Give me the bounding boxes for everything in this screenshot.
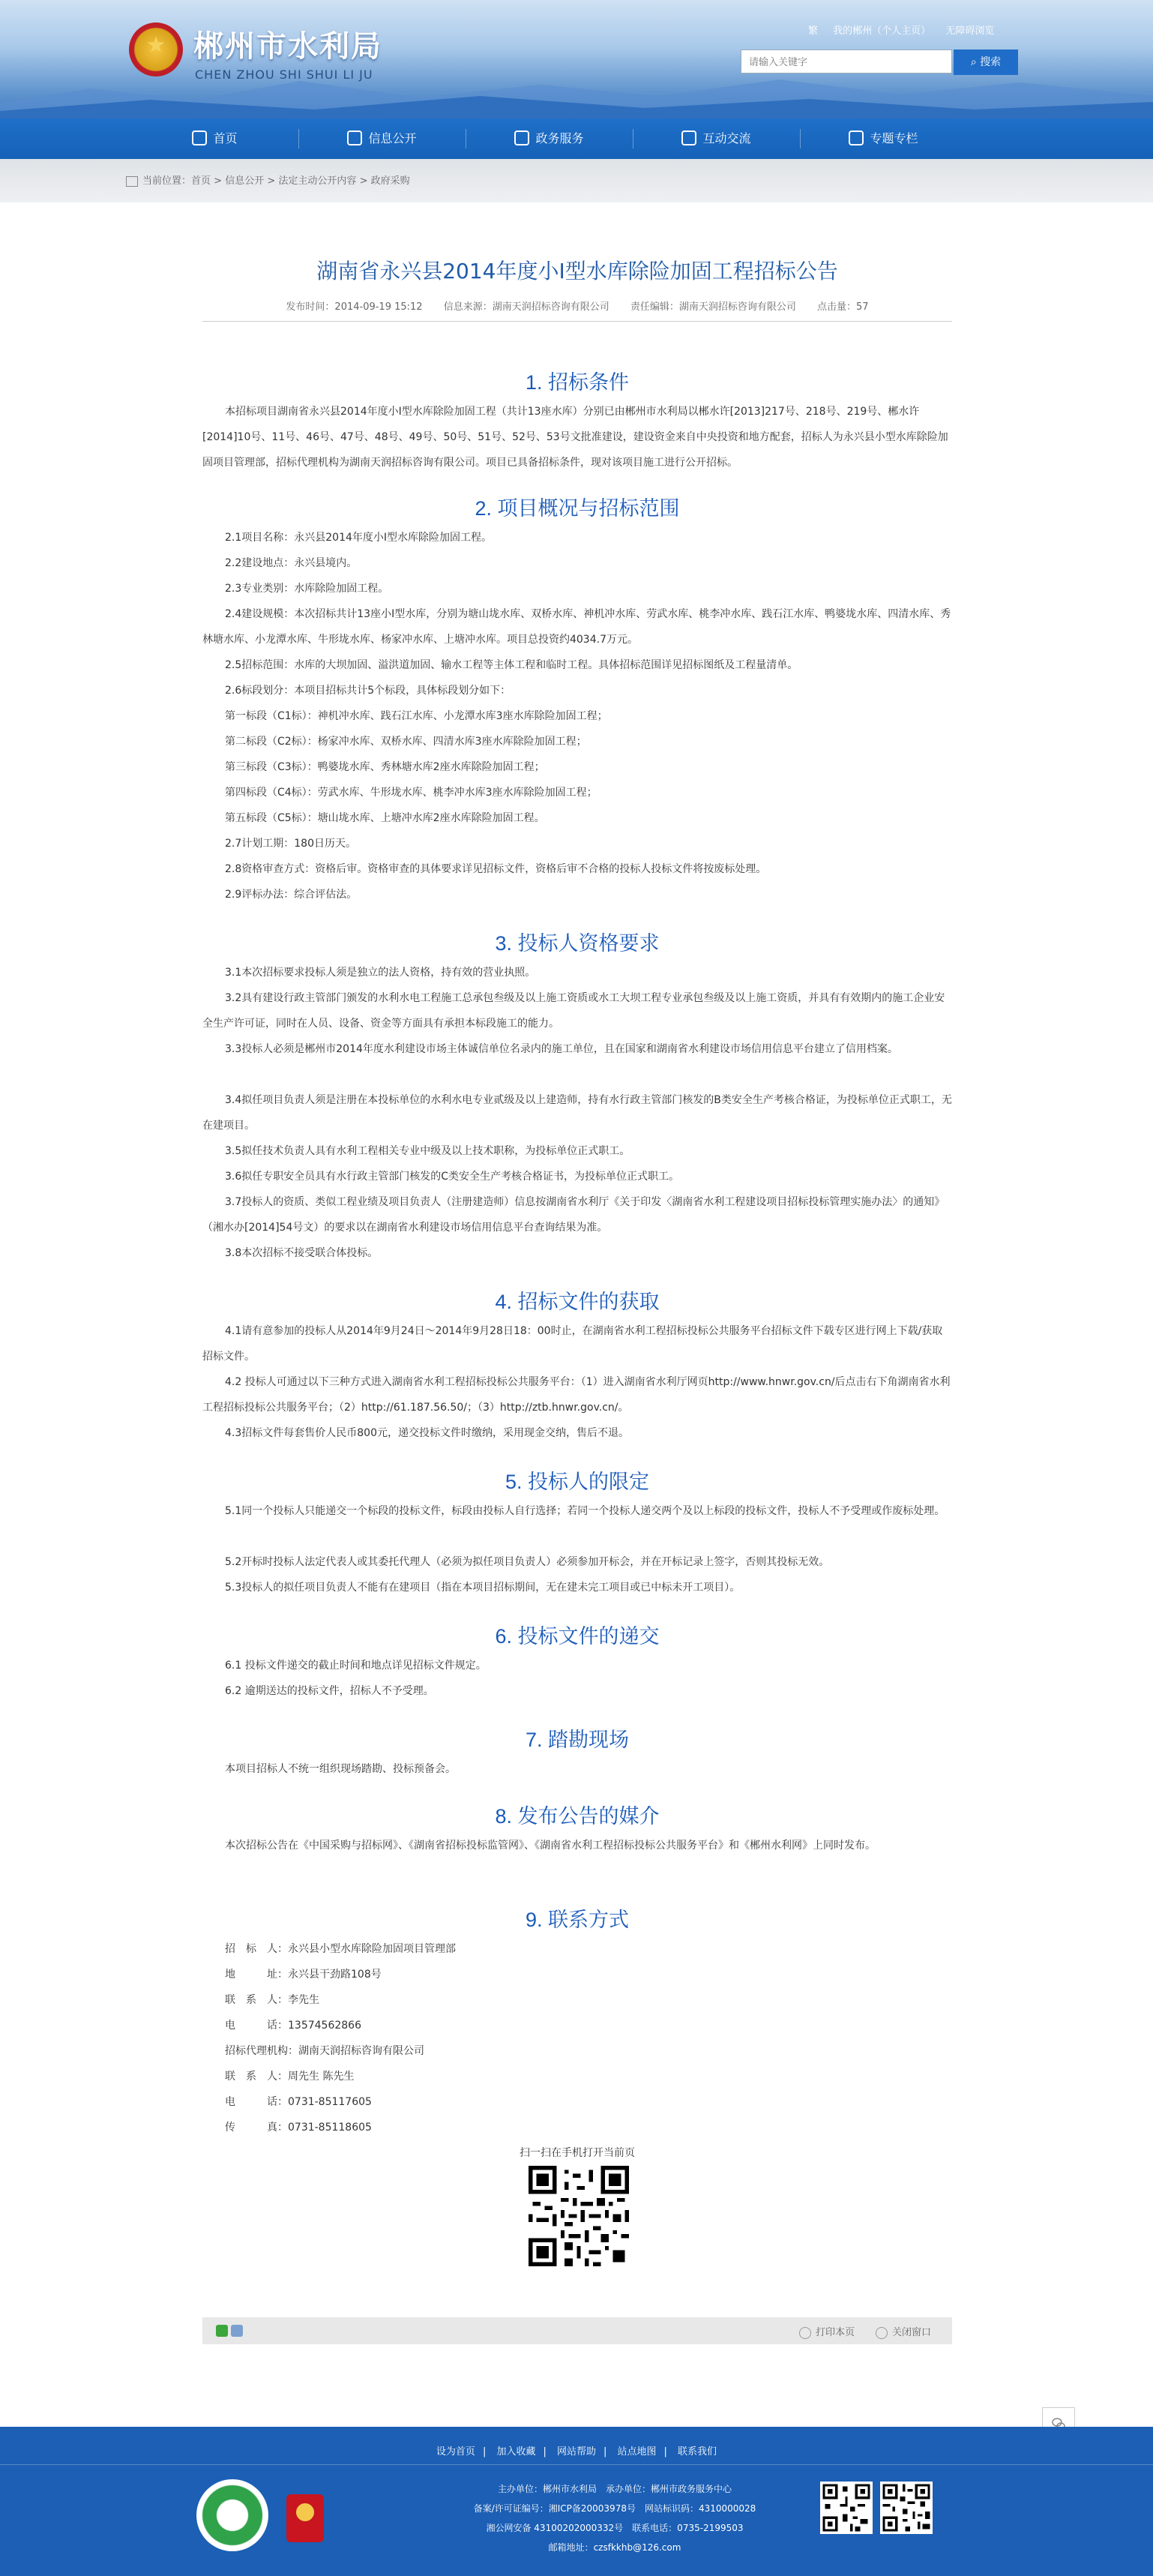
- footer-police: 湘公网安备 43100202000332号 联系电话：0735-2199503: [486, 2523, 744, 2533]
- content-panel: [120, 202, 1033, 2362]
- breadcrumb: 当前位置：首页 > 信息公开 > 法定主动公开内容 > 政府采购: [126, 172, 410, 187]
- section-heading: 6. 投标文件的递交: [495, 1625, 660, 1648]
- site-header: [0, 0, 1153, 118]
- article-toolbar: [202, 2317, 952, 2344]
- top-links: [802, 22, 1000, 37]
- print-button[interactable]: 打印本页: [799, 2324, 855, 2339]
- contact-line: 招标代理机构：湖南天润招标咨询有限公司: [225, 2045, 424, 2057]
- paragraph: 2.1项目名称：永兴县2014年度小Ⅰ型水库除险加固工程。: [225, 532, 493, 544]
- paragraph: 2.7计划工期：180日历天。: [225, 838, 356, 850]
- footer-link-sitemap[interactable]: 站点地图: [617, 2446, 657, 2458]
- paragraph: 3.6拟任专职安全员具有水行政主管部门核发的C类安全生产考核合格证书，为投标单位正式职工。: [225, 1171, 680, 1183]
- contact-line: 电 话：0731-85117605: [225, 2096, 372, 2108]
- contact-line: 联 系 人：周先生 陈先生: [225, 2071, 355, 2083]
- breadcrumb-statutory-content[interactable]: 法定主动公开内容: [278, 175, 357, 187]
- section-heading: 1. 招标条件: [525, 371, 630, 394]
- paragraph: 本项目招标人不统一组织现场踏勘、投标预备会。: [225, 1763, 456, 1775]
- contact-line: 招 标 人：永兴县小型水库除险加固项目管理部: [225, 1943, 456, 1955]
- paragraph: 本招标项目湖南省永兴县2014年度小Ⅰ型水库除险加固工程（共计13座水库）分别已由郴州市水利局以郴水许[2013]217号、218号、219号、郴水许[2014]10号、11号、46号、47号、48号、49号、50号、51号、52号、53号文批准建设，建设资金来自中央投资和地方配套，招标人为永兴县小型水库除险加固项目管理部，招标代理机构为湖南天润招标咨询有限公司。项目已具备招标条件，现对该项目施工进行公开招标。: [202, 406, 948, 469]
- nav-item-special-topics[interactable]: 专题专栏: [800, 118, 967, 159]
- site-footer: [0, 2427, 1153, 2576]
- qr-caption: 扫一扫在手机打开当前页: [520, 2147, 635, 2159]
- article-meta: [202, 298, 952, 313]
- paragraph: 6.1 投标文件递交的截止时间和地点详见招标文件规定。: [225, 1660, 487, 1672]
- contact-line: 传 真：0731-85118605: [225, 2122, 372, 2134]
- search-input[interactable]: [741, 49, 952, 73]
- traditional-chinese-link[interactable]: 繁: [808, 25, 819, 37]
- section-heading: 8. 发布公告的媒介: [495, 1805, 660, 1828]
- main-nav: [0, 118, 1153, 159]
- site-title: 郴州市水利局: [193, 29, 382, 64]
- home-icon: [126, 176, 138, 187]
- nav-item-home[interactable]: 首页: [131, 118, 298, 159]
- editor: 责任编辑：湖南天润招标咨询有限公司: [630, 301, 796, 313]
- paragraph: 3.3投标人必须是郴州市2014年度水利建设市场主体诚信单位名录内的施工单位，且在国家和湖南省水利建设市场信用信息平台建立了信用档案。: [225, 1043, 898, 1055]
- paragraph: 第一标段（C1标）：神机冲水库、践石江水库、小龙潭水库3座水库除险加固工程；: [225, 710, 608, 722]
- info-source: 信息来源：湖南天润招标咨询有限公司: [443, 301, 609, 313]
- paragraph: 3.7投标人的资质、类似工程业绩及项目负责人（注册建造师）信息按湖南省水利厅《关于印发〈湖南省水利工程建设项目招标投标管理实施办法〉的通知》（湘水办[2014]54号文）的要求以在湖南省水利建设市场信用信息平台查询结果为准。: [202, 1196, 945, 1234]
- my-chenzhou-link[interactable]: 我的郴州（个人主页）: [833, 25, 931, 37]
- nav-item-gov-services[interactable]: 政务服务: [466, 118, 633, 159]
- paragraph: 2.8资格审查方式：资格后审。资格审查的具体要求详见招标文件，资格后审不合格的投标人投标文件将按废标处理。: [225, 863, 767, 875]
- paragraph: 3.4拟任项目负责人须是注册在本投标单位的水利水电专业贰级及以上建造师，持有水行政主管部门核发的B类安全生产考核合格证，为投标单位正式职工，无在建项目。: [202, 1094, 952, 1132]
- publish-time: 发布时间：2014-09-19 15:12: [286, 301, 423, 313]
- qr-code-image: [880, 2482, 933, 2534]
- paragraph: 2.4建设规模：本次招标共计13座小Ⅰ型水库，分别为塘山垅水库、双桥水库、神机冲水库、劳武水库、桃李冲水库、践石江水库、鸭婆垅水库、四清水库、秀林塘水库、小龙潭水库、牛形垅水库、杨家冲水库、上塘冲水库。项目总投资约4034.7万元。: [202, 608, 951, 646]
- breadcrumb-procurement[interactable]: 政府采购: [370, 175, 410, 187]
- paragraph: 第五标段（C5标）：塘山垅水库、上塘冲水库2座水库除险加固工程。: [225, 812, 545, 824]
- close-icon: [876, 2327, 888, 2339]
- article: [202, 202, 952, 2362]
- footer-link-favorite[interactable]: 加入收藏: [496, 2446, 536, 2458]
- paragraph: 4.1请有意参加的投标人从2014年9月24日～2014年9月28日18：00时止，在湖南省水利工程招标投标公共服务平台招标文件下载专区进行网上下载/获取招标文件。: [202, 1325, 943, 1363]
- footer-qr-code: [820, 2482, 873, 2534]
- paragraph: 4.3招标文件每套售价人民币800元，递交投标文件时缴纳，采用现金交纳，售后不退。: [225, 1427, 629, 1439]
- paragraph: 第四标段（C4标）：劳武水库、牛形垅水库、桃李冲水库3座水库除险加固工程；: [225, 787, 597, 799]
- paragraph: 2.2建设地点：永兴县境内。: [225, 557, 358, 569]
- home-icon: [192, 130, 207, 145]
- site-subtitle: CHEN ZHOU SHI SHUI LI JU: [195, 67, 373, 82]
- divider: [202, 321, 952, 322]
- chat-icon: [681, 130, 696, 145]
- search-button[interactable]: ⌕ 搜索: [954, 49, 1018, 75]
- article-title: 湖南省永兴县2014年度小Ⅰ型水库除险加固工程招标公告: [316, 259, 838, 283]
- footer-links: 设为首页 | 加入收藏 | 网站帮助 | 站点地图 | 联系我们: [436, 2446, 717, 2458]
- footer-qr-code: [880, 2482, 933, 2534]
- close-window-button[interactable]: 关闭窗口: [876, 2324, 931, 2339]
- layers-icon: [849, 130, 864, 145]
- qr-code-image: [820, 2482, 873, 2534]
- national-emblem-logo: [129, 22, 183, 76]
- hit-count: 点击量：57: [817, 301, 869, 313]
- footer-divider: [0, 2464, 1153, 2465]
- paragraph: 3.1本次招标要求投标人须是独立的法人资格，持有效的营业执照。: [225, 967, 536, 979]
- page-qr-code: [529, 2166, 629, 2266]
- paragraph: 本次招标公告在《中国采购与招标网》、《湖南省招标投标监管网》、《湖南省水利工程招标投标公共服务平台》和《郴州水利网》上同时发布。: [225, 1840, 876, 1852]
- nav-item-interaction[interactable]: 互动交流: [633, 118, 800, 159]
- footer-email: 邮箱地址：czsfkkhb@126.com: [548, 2542, 681, 2553]
- paragraph: 第三标段（C3标）：鸭婆垅水库、秀林塘水库2座水库除险加固工程；: [225, 761, 545, 773]
- footer-link-contact[interactable]: 联系我们: [678, 2446, 717, 2458]
- paragraph: 2.3专业类别：水库除险加固工程。: [225, 583, 389, 595]
- paragraph: 3.5拟任技术负责人具有水利工程相关专业中级及以上技术职称，为投标单位正式职工。: [225, 1145, 630, 1157]
- party-gov-badge[interactable]: [286, 2494, 324, 2542]
- footer-icp: 备案/许可证编号：湘ICP备20003978号 网站标识码：4310000028: [473, 2503, 756, 2514]
- gov-website-badge[interactable]: [196, 2479, 268, 2551]
- paragraph: 6.2 逾期送达的投标文件，招标人不予受理。: [225, 1685, 434, 1697]
- footer-sponsor: 主办单位：郴州市水利局 承办单位：郴州市政务服务中心: [497, 2484, 732, 2494]
- section-heading: 9. 联系方式: [525, 1909, 630, 1931]
- section-heading: 5. 投标人的限定: [505, 1471, 650, 1493]
- breadcrumb-info-disclosure[interactable]: 信息公开: [225, 175, 265, 187]
- contact-line: 联 系 人：李先生: [225, 1994, 319, 2006]
- breadcrumb-home[interactable]: 首页: [191, 175, 211, 187]
- section-heading: 7. 踏勘现场: [525, 1729, 630, 1751]
- section-heading: 4. 招标文件的获取: [495, 1291, 660, 1313]
- contact-line: 地 址：永兴县干劲路108号: [225, 1969, 382, 1981]
- paragraph: 5.3投标人的拟任项目负责人不能有在建项目（指在本项目招标期间，无在建未完工项目或已中标未开工项目）。: [225, 1582, 741, 1594]
- wechat-share-icon[interactable]: [216, 2325, 228, 2337]
- print-icon: [799, 2327, 811, 2339]
- search-box: [741, 49, 1027, 75]
- footer-link-help[interactable]: 网站帮助: [556, 2446, 596, 2458]
- contact-line: 电 话：13574562866: [225, 2020, 361, 2032]
- paragraph: 第二标段（C2标）：杨家冲水库、双桥水库、四清水库3座水库除险加固工程；: [225, 736, 587, 748]
- paragraph: 2.6标段划分：本项目招标共计5个标段，具体标段划分如下：: [225, 685, 511, 697]
- footer-link-set-home[interactable]: 设为首页: [436, 2446, 475, 2458]
- section-heading: 2. 项目概况与招标范围: [475, 497, 680, 520]
- paragraph: 5.2开标时投标人法定代表人或其委托代理人（必须为拟任项目负责人）必须参加开标会，并在开标记录上签字，否则其投标无效。: [225, 1556, 830, 1568]
- nav-item-info-disclosure[interactable]: 信息公开: [298, 118, 466, 159]
- paragraph: 4.2 投标人可通过以下三种方式进入湖南省水利工程招标投标公共服务平台：（1）进入湖南省水利厅网页http://www.hnwr.gov.cn/后点击右下角湖南省水利工程招标投标公共服务平台；（2）http://61.187.56.50/；（3）http://ztb.hnwr.gov.cn/。: [202, 1376, 951, 1414]
- edit-icon: [514, 130, 529, 145]
- share-icon[interactable]: [231, 2325, 243, 2337]
- paragraph: 2.5招标范围：水库的大坝加固、溢洪道加固、输水工程等主体工程和临时工程。具体招标范围详见招标图纸及工程量清单。: [225, 659, 798, 671]
- accessibility-link[interactable]: 无障碍浏览: [945, 25, 995, 37]
- search-icon: ⌕: [970, 56, 981, 68]
- paragraph: 3.2具有建设行政主管部门颁发的水利水电工程施工总承包叁级及以上施工资质或水工大坝工程专业承包叁级及以上施工资质，并具有有效期内的施工企业安全生产许可证，同时在人员、设备、资金等方面具有承担本标段施工的能力。: [202, 992, 945, 1030]
- section-heading: 3. 投标人资格要求: [495, 932, 660, 955]
- paragraph: 3.8本次招标不接受联合体投标。: [225, 1247, 379, 1259]
- paragraph: 5.1同一个投标人只能递交一个标段的投标文件，标段由投标人自行选择；若同一个投标人递交两个及以上标段的投标文件，投标人不予受理或作废标处理。: [225, 1505, 945, 1517]
- document-icon: [347, 130, 362, 145]
- paragraph: 2.9评标办法：综合评估法。: [225, 889, 358, 901]
